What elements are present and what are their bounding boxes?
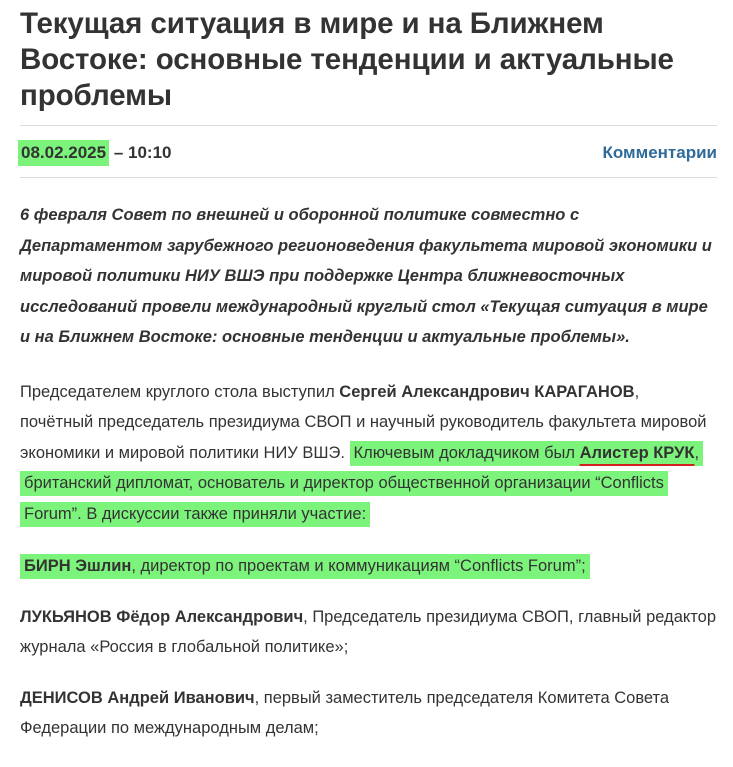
chair-intro: Председателем круглого стола выступил	[20, 382, 340, 401]
comments-link[interactable]: Комментарии	[602, 143, 717, 162]
article-title: Текущая ситуация в мире и на Ближнем Востоке: основные тенденции и актуальные проблемы	[20, 7, 674, 112]
keynote-intro: Ключевым докладчиком был	[353, 443, 580, 462]
participant-item	[20, 602, 717, 663]
publish-time: – 10:10	[109, 143, 172, 162]
participant-item	[20, 551, 717, 582]
meta-divider	[20, 177, 717, 178]
participant-item	[20, 683, 717, 744]
participant-description: , директор по проектам и коммуникациям “Conflicts Forum”;	[131, 557, 586, 575]
article-lead: 6 февраля Совет по внешней и оборонной политике совместно с Департаментом зарубежного регионоведения факультета мировой экономики и мировой политики НИУ ВШЭ при поддержке Центра ближневосточных исследований провели международный круглый стол «Текущая ситуация в мире и на Ближнем Востоке: основные тенденции и актуальные проблемы».	[20, 206, 712, 346]
article-meta	[20, 137, 717, 177]
participant-description: , Председатель президиума СВОП, главный редактор журнала «Россия в глобальной политике»;	[20, 607, 716, 656]
speaker-description: , британский дипломат, основатель и директор общественной организации “Conflicts Forum”. В дискуссии также приняли участие:	[24, 443, 700, 523]
article	[20, 0, 717, 744]
date-time	[18, 139, 171, 167]
paragraph-chair	[20, 377, 717, 530]
chair-name: Сергей Александрович КАРАГАНОВ	[339, 382, 635, 401]
title-divider	[20, 125, 717, 126]
speaker-name: Алистер КРУК	[579, 443, 695, 462]
highlight-participant	[20, 554, 590, 579]
participant-description: , первый заместитель председателя Комитета Совета Федерации по международным делам;	[20, 688, 670, 737]
participant-name: ЛУКЬЯНОВ Фёдор Александрович	[20, 607, 304, 626]
chair-description: , почётный председатель президиума СВОП и научный руководитель факультета мировой экономики и мировой политики НИУ ВШЭ.	[20, 382, 707, 462]
publish-date: 08.02.2025	[18, 140, 109, 166]
participant-name: БИРН Эшлин	[24, 557, 132, 575]
participant-name: ДЕНИСОВ Андрей Иванович	[20, 688, 255, 707]
